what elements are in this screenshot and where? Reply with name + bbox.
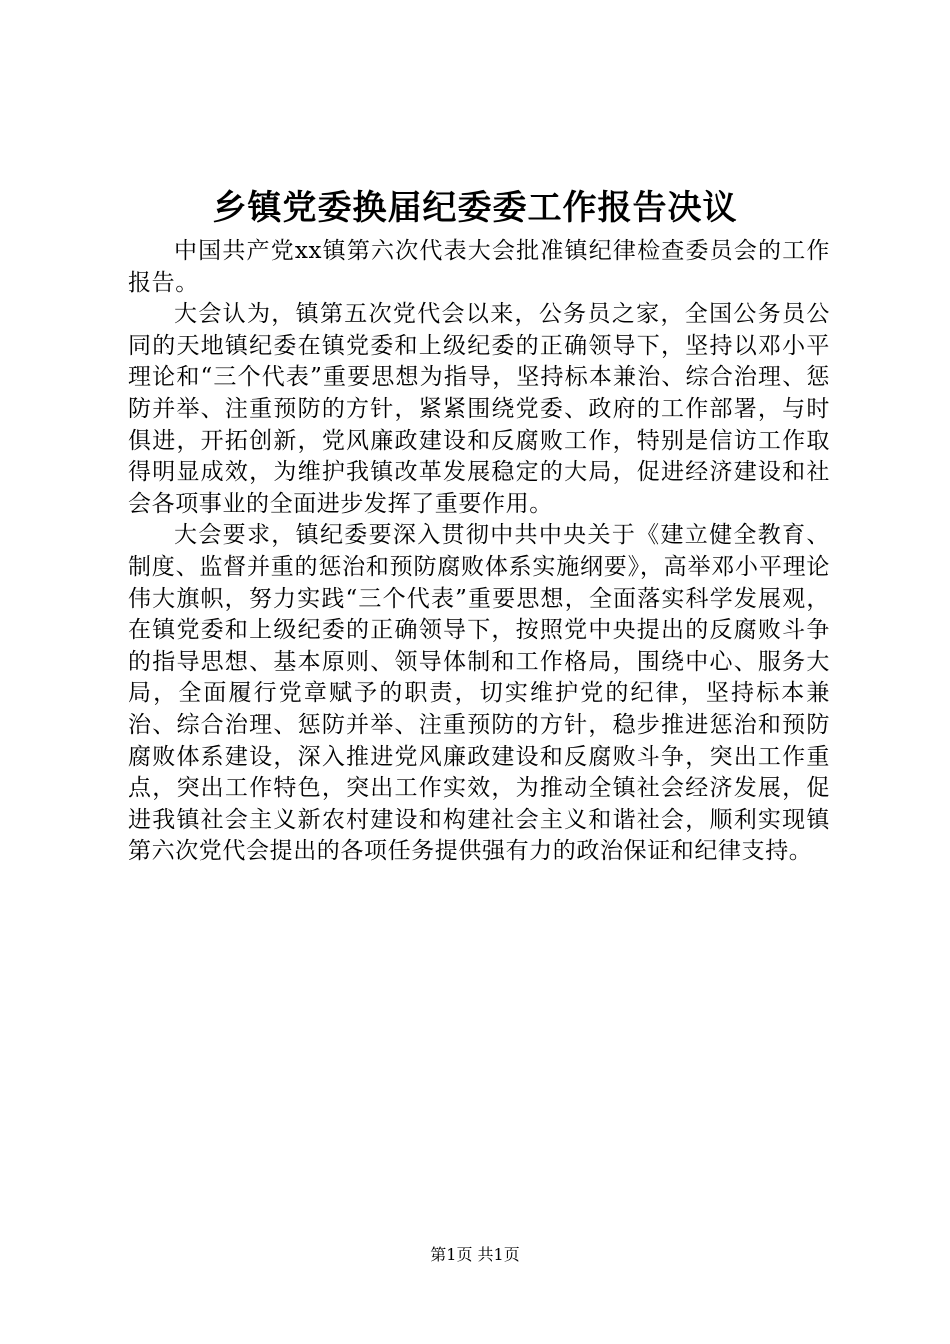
page-footer: 第1页 共1页 [430, 1245, 520, 1264]
document-title: 乡镇党委换届纪委委工作报告决议 [212, 188, 738, 228]
paragraph-requirements: 大会要求，镇纪委要深入贯彻中共中央关于《建立健全教育、制度、监督并重的惩治和预防腐败体系实施纲要》，高举邓小平理论伟大旗帜，努力实践“三个代表”重要思想，全面落实科学发展观，在镇党委和上级纪委的正确领导下，按照党中央提出的反腐败斗争的指导思想、基本原则、领导体制和工作格局，围绕中心、服务大局，全面履行党章赋予的职责，切实维护党的纪律，坚持标本兼治、综合治理、惩防并举、注重预防的方针，稳步推进惩治和预防腐败体系建设，深入推进党风廉政建设和反腐败斗争，突出工作重点，突出工作特色，突出工作实效，为推动全镇社会经济发展，促进我镇社会主义新农村建设和构建社会主义和谐社会，顺利实现镇第六次党代会提出的各项任务提供强有力的政治保证和纪律支持。 [128, 522, 830, 865]
document-body [128, 236, 830, 868]
paragraph-assessment: 大会认为，镇第五次党代会以来，公务员之家，全国公务员公同的天地镇纪委在镇党委和上级纪委的正确领导下，坚持以邓小平理论和“三个代表”重要思想为指导，坚持标本兼治、综合治理、惩防并举、注重预防的方针，紧紧围绕党委、政府的工作部署，与时俱进，开拓创新，党风廉政建设和反腐败工作，特别是信访工作取得明显成效，为维护我镇改革发展稳定的大局，促进经济建设和社会各项事业的全面进步发挥了重要作用。 [128, 301, 830, 517]
paragraph-approval: 中国共产党xx镇第六次代表大会批准镇纪律检查委员会的工作报告。 [128, 238, 830, 296]
